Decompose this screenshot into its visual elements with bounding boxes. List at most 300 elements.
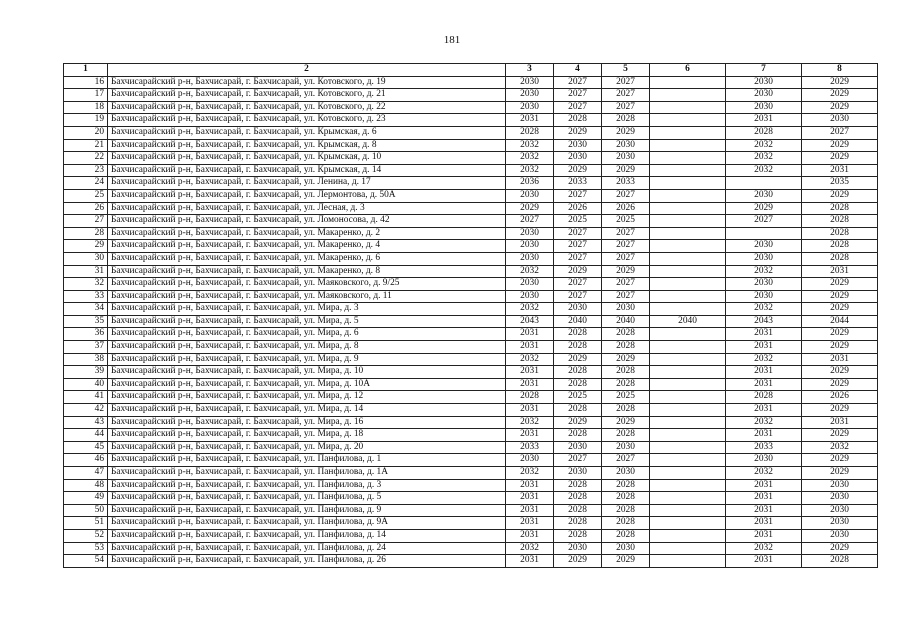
table-row [64, 391, 878, 404]
column-header-7: 7 [726, 64, 802, 77]
year-col-4-cell: 2028 [554, 504, 602, 517]
year-col-8-cell: 2030 [802, 529, 878, 542]
table-row [64, 101, 878, 114]
year-col-6-cell [650, 290, 726, 303]
year-col-7-cell: 2032 [726, 152, 802, 165]
year-col-4-cell: 2029 [554, 555, 602, 568]
row-number-cell: 27 [64, 215, 108, 228]
year-col-8-cell: 2030 [802, 504, 878, 517]
year-col-3-cell: 2032 [506, 303, 554, 316]
year-col-7-cell: 2030 [726, 290, 802, 303]
year-col-3-cell: 2029 [506, 202, 554, 215]
row-number-cell: 47 [64, 467, 108, 480]
year-col-5-cell: 2030 [602, 139, 650, 152]
row-number-cell: 51 [64, 517, 108, 530]
year-col-3-cell: 2032 [506, 353, 554, 366]
year-col-5-cell: 2028 [602, 341, 650, 354]
year-col-6-cell [650, 429, 726, 442]
year-col-6-cell [650, 252, 726, 265]
year-col-7-cell: 2030 [726, 252, 802, 265]
year-col-5-cell: 2028 [602, 504, 650, 517]
address-cell: Бахчисарайский р-н, Бахчисарай, г. Бахчисарай, ул. Крымская, д. 8 [108, 139, 506, 152]
year-col-7-cell: 2031 [726, 492, 802, 505]
row-number-cell: 46 [64, 454, 108, 467]
year-col-3-cell: 2031 [506, 529, 554, 542]
year-col-4-cell: 2027 [554, 290, 602, 303]
year-col-3-cell: 2032 [506, 265, 554, 278]
year-col-8-cell: 2029 [802, 328, 878, 341]
year-col-7-cell: 2032 [726, 303, 802, 316]
table-row [64, 341, 878, 354]
address-cell: Бахчисарайский р-н, Бахчисарай, г. Бахчисарай, ул. Лермонтова, д. 50А [108, 189, 506, 202]
row-number-cell: 54 [64, 555, 108, 568]
year-col-3-cell: 2031 [506, 366, 554, 379]
year-col-3-cell: 2030 [506, 240, 554, 253]
year-col-6-cell [650, 441, 726, 454]
table-row [64, 114, 878, 127]
year-col-8-cell: 2031 [802, 164, 878, 177]
table-row [64, 479, 878, 492]
row-number-cell: 48 [64, 479, 108, 492]
year-col-3-cell: 2031 [506, 517, 554, 530]
year-col-7-cell: 2032 [726, 416, 802, 429]
year-col-3-cell: 2032 [506, 139, 554, 152]
table-row [64, 315, 878, 328]
row-number-cell: 18 [64, 101, 108, 114]
year-col-6-cell [650, 529, 726, 542]
year-col-6-cell: 2040 [650, 315, 726, 328]
year-col-8-cell: 2031 [802, 353, 878, 366]
year-col-7-cell: 2032 [726, 467, 802, 480]
year-col-3-cell: 2031 [506, 479, 554, 492]
year-col-6-cell [650, 265, 726, 278]
address-cell: Бахчисарайский р-н, Бахчисарай, г. Бахчисарай, ул. Мира, д. 14 [108, 404, 506, 417]
year-col-5-cell: 2029 [602, 164, 650, 177]
year-col-4-cell: 2028 [554, 429, 602, 442]
year-col-7-cell: 2031 [726, 114, 802, 127]
year-col-3-cell: 2030 [506, 290, 554, 303]
year-col-7-cell: 2032 [726, 265, 802, 278]
year-col-6-cell [650, 215, 726, 228]
row-number-cell: 53 [64, 542, 108, 555]
table-row [64, 252, 878, 265]
column-header-5: 5 [602, 64, 650, 77]
year-col-4-cell: 2028 [554, 517, 602, 530]
row-number-cell: 21 [64, 139, 108, 152]
year-col-7-cell: 2030 [726, 189, 802, 202]
year-col-7-cell: 2031 [726, 479, 802, 492]
address-cell: Бахчисарайский р-н, Бахчисарай, г. Бахчисарай, ул. Котовского, д. 22 [108, 101, 506, 114]
column-header-6: 6 [650, 64, 726, 77]
column-header-8: 8 [802, 64, 878, 77]
address-cell: Бахчисарайский р-н, Бахчисарай, г. Бахчисарай, ул. Мира, д. 16 [108, 416, 506, 429]
year-col-4-cell: 2027 [554, 76, 602, 89]
year-col-5-cell: 2028 [602, 378, 650, 391]
year-col-3-cell: 2028 [506, 391, 554, 404]
year-col-8-cell: 2028 [802, 215, 878, 228]
year-col-5-cell: 2028 [602, 366, 650, 379]
year-col-6-cell [650, 76, 726, 89]
year-col-4-cell: 2027 [554, 252, 602, 265]
address-cell: Бахчисарайский р-н, Бахчисарай, г. Бахчисарай, ул. Мира, д. 3 [108, 303, 506, 316]
address-cell: Бахчисарайский р-н, Бахчисарай, г. Бахчисарай, ул. Мира, д. 5 [108, 315, 506, 328]
year-col-8-cell: 2030 [802, 479, 878, 492]
year-col-3-cell: 2032 [506, 152, 554, 165]
year-col-7-cell: 2030 [726, 101, 802, 114]
year-col-8-cell: 2029 [802, 278, 878, 291]
year-col-3-cell: 2031 [506, 504, 554, 517]
row-number-cell: 45 [64, 441, 108, 454]
year-col-6-cell [650, 542, 726, 555]
table-row [64, 215, 878, 228]
year-col-8-cell: 2031 [802, 416, 878, 429]
year-col-3-cell: 2030 [506, 89, 554, 102]
address-cell: Бахчисарайский р-н, Бахчисарай, г. Бахчисарай, ул. Маяковского, д. 9/25 [108, 278, 506, 291]
year-col-5-cell: 2030 [602, 303, 650, 316]
address-cell: Бахчисарайский р-н, Бахчисарай, г. Бахчисарай, ул. Мира, д. 8 [108, 341, 506, 354]
year-col-8-cell: 2029 [802, 303, 878, 316]
column-header-2: 2 [108, 64, 506, 77]
year-col-5-cell: 2027 [602, 278, 650, 291]
year-col-7-cell [726, 177, 802, 190]
year-col-7-cell: 2031 [726, 517, 802, 530]
table-row [64, 265, 878, 278]
table-row [64, 454, 878, 467]
year-col-8-cell: 2029 [802, 467, 878, 480]
year-col-6-cell [650, 126, 726, 139]
year-col-5-cell: 2027 [602, 189, 650, 202]
year-col-3-cell: 2030 [506, 101, 554, 114]
year-col-6-cell [650, 492, 726, 505]
table-row [64, 152, 878, 165]
year-col-8-cell: 2027 [802, 126, 878, 139]
year-col-3-cell: 2030 [506, 76, 554, 89]
table-row [64, 139, 878, 152]
year-col-7-cell: 2031 [726, 328, 802, 341]
year-col-7-cell: 2033 [726, 441, 802, 454]
table-row [64, 290, 878, 303]
year-col-3-cell: 2032 [506, 542, 554, 555]
address-cell: Бахчисарайский р-н, Бахчисарай, г. Бахчисарай, ул. Макаренко, д. 4 [108, 240, 506, 253]
address-cell: Бахчисарайский р-н, Бахчисарай, г. Бахчисарай, ул. Крымская, д. 14 [108, 164, 506, 177]
year-col-5-cell: 2030 [602, 467, 650, 480]
table-row [64, 504, 878, 517]
year-col-4-cell: 2028 [554, 378, 602, 391]
address-cell: Бахчисарайский р-н, Бахчисарай, г. Бахчисарай, ул. Маяковского, д. 11 [108, 290, 506, 303]
year-col-5-cell: 2027 [602, 89, 650, 102]
year-col-7-cell: 2032 [726, 353, 802, 366]
column-header-3: 3 [506, 64, 554, 77]
year-col-5-cell: 2030 [602, 441, 650, 454]
year-col-4-cell: 2028 [554, 479, 602, 492]
year-col-5-cell: 2029 [602, 353, 650, 366]
year-col-7-cell: 2030 [726, 89, 802, 102]
year-col-6-cell [650, 366, 726, 379]
year-col-8-cell: 2029 [802, 152, 878, 165]
address-cell: Бахчисарайский р-н, Бахчисарай, г. Бахчисарай, ул. Панфилова, д. 1 [108, 454, 506, 467]
address-cell: Бахчисарайский р-н, Бахчисарай, г. Бахчисарай, ул. Макаренко, д. 2 [108, 227, 506, 240]
year-col-6-cell [650, 240, 726, 253]
address-cell: Бахчисарайский р-н, Бахчисарай, г. Бахчисарай, ул. Ленина, д. 17 [108, 177, 506, 190]
row-number-cell: 22 [64, 152, 108, 165]
year-col-3-cell: 2043 [506, 315, 554, 328]
address-cell: Бахчисарайский р-н, Бахчисарай, г. Бахчисарай, ул. Крымская, д. 6 [108, 126, 506, 139]
table-row [64, 467, 878, 480]
year-col-3-cell: 2036 [506, 177, 554, 190]
year-col-5-cell: 2027 [602, 454, 650, 467]
address-cell: Бахчисарайский р-н, Бахчисарай, г. Бахчисарай, ул. Лесная, д. 3 [108, 202, 506, 215]
year-col-7-cell: 2031 [726, 429, 802, 442]
row-number-cell: 52 [64, 529, 108, 542]
year-col-3-cell: 2032 [506, 467, 554, 480]
year-col-6-cell [650, 139, 726, 152]
table-row [64, 177, 878, 190]
row-number-cell: 41 [64, 391, 108, 404]
row-number-cell: 33 [64, 290, 108, 303]
year-col-7-cell: 2030 [726, 240, 802, 253]
year-col-8-cell: 2029 [802, 101, 878, 114]
year-col-4-cell: 2027 [554, 89, 602, 102]
address-cell: Бахчисарайский р-н, Бахчисарай, г. Бахчисарай, ул. Панфилова, д. 14 [108, 529, 506, 542]
year-col-7-cell: 2031 [726, 504, 802, 517]
year-col-3-cell: 2031 [506, 378, 554, 391]
year-col-3-cell: 2033 [506, 441, 554, 454]
row-number-cell: 42 [64, 404, 108, 417]
year-col-4-cell: 2040 [554, 315, 602, 328]
year-col-6-cell [650, 416, 726, 429]
year-col-5-cell: 2029 [602, 555, 650, 568]
column-header-1: 1 [64, 64, 108, 77]
year-col-8-cell: 2035 [802, 177, 878, 190]
year-col-8-cell: 2028 [802, 240, 878, 253]
year-col-4-cell: 2030 [554, 303, 602, 316]
table-row [64, 529, 878, 542]
year-col-4-cell: 2028 [554, 404, 602, 417]
row-number-cell: 29 [64, 240, 108, 253]
year-col-6-cell [650, 164, 726, 177]
year-col-3-cell: 2031 [506, 114, 554, 127]
year-col-6-cell [650, 303, 726, 316]
row-number-cell: 37 [64, 341, 108, 354]
year-col-6-cell [650, 517, 726, 530]
year-col-4-cell: 2028 [554, 492, 602, 505]
year-col-7-cell: 2028 [726, 126, 802, 139]
year-col-5-cell: 2028 [602, 404, 650, 417]
year-col-8-cell: 2029 [802, 429, 878, 442]
year-col-8-cell: 2028 [802, 555, 878, 568]
address-cell: Бахчисарайский р-н, Бахчисарай, г. Бахчисарай, ул. Крымская, д. 10 [108, 152, 506, 165]
row-number-cell: 39 [64, 366, 108, 379]
year-col-7-cell [726, 227, 802, 240]
address-cell: Бахчисарайский р-н, Бахчисарай, г. Бахчисарай, ул. Панфилова, д. 9А [108, 517, 506, 530]
address-cell: Бахчисарайский р-н, Бахчисарай, г. Бахчисарай, ул. Мира, д. 18 [108, 429, 506, 442]
year-col-6-cell [650, 278, 726, 291]
address-cell: Бахчисарайский р-н, Бахчисарай, г. Бахчисарай, ул. Панфилова, д. 3 [108, 479, 506, 492]
year-col-3-cell: 2031 [506, 404, 554, 417]
year-col-4-cell: 2027 [554, 189, 602, 202]
year-col-7-cell: 2030 [726, 278, 802, 291]
year-col-6-cell [650, 114, 726, 127]
address-cell: Бахчисарайский р-н, Бахчисарай, г. Бахчисарай, ул. Мира, д. 9 [108, 353, 506, 366]
year-col-7-cell: 2029 [726, 202, 802, 215]
year-col-5-cell: 2025 [602, 215, 650, 228]
year-col-8-cell: 2030 [802, 492, 878, 505]
year-col-8-cell: 2029 [802, 76, 878, 89]
address-cell: Бахчисарайский р-н, Бахчисарай, г. Бахчисарай, ул. Мира, д. 10А [108, 378, 506, 391]
table-row [64, 240, 878, 253]
year-col-5-cell: 2025 [602, 391, 650, 404]
address-cell: Бахчисарайский р-н, Бахчисарай, г. Бахчисарай, ул. Котовского, д. 21 [108, 89, 506, 102]
year-col-8-cell: 2032 [802, 441, 878, 454]
row-number-cell: 38 [64, 353, 108, 366]
table-row [64, 189, 878, 202]
table-row [64, 202, 878, 215]
year-col-5-cell: 2028 [602, 492, 650, 505]
row-number-cell: 49 [64, 492, 108, 505]
year-col-8-cell: 2030 [802, 517, 878, 530]
year-col-8-cell: 2030 [802, 114, 878, 127]
row-number-cell: 17 [64, 89, 108, 102]
year-col-5-cell: 2029 [602, 265, 650, 278]
year-col-8-cell: 2029 [802, 341, 878, 354]
year-col-3-cell: 2032 [506, 416, 554, 429]
table-row [64, 328, 878, 341]
year-col-7-cell: 2027 [726, 215, 802, 228]
row-number-cell: 19 [64, 114, 108, 127]
table-row [64, 227, 878, 240]
year-col-4-cell: 2030 [554, 441, 602, 454]
year-col-8-cell: 2029 [802, 139, 878, 152]
row-number-cell: 26 [64, 202, 108, 215]
year-col-5-cell: 2030 [602, 542, 650, 555]
year-col-3-cell: 2027 [506, 215, 554, 228]
year-col-5-cell: 2027 [602, 240, 650, 253]
row-number-cell: 24 [64, 177, 108, 190]
row-number-cell: 36 [64, 328, 108, 341]
year-col-5-cell: 2027 [602, 290, 650, 303]
year-col-4-cell: 2030 [554, 139, 602, 152]
row-number-cell: 43 [64, 416, 108, 429]
row-number-cell: 28 [64, 227, 108, 240]
year-col-3-cell: 2030 [506, 252, 554, 265]
year-col-7-cell: 2031 [726, 555, 802, 568]
year-col-5-cell: 2028 [602, 517, 650, 530]
year-col-3-cell: 2031 [506, 328, 554, 341]
year-col-6-cell [650, 101, 726, 114]
year-col-6-cell [650, 89, 726, 102]
address-cell: Бахчисарайский р-н, Бахчисарай, г. Бахчисарай, ул. Панфилова, д. 5 [108, 492, 506, 505]
year-col-6-cell [650, 378, 726, 391]
row-number-cell: 20 [64, 126, 108, 139]
table-header [64, 64, 878, 77]
year-col-8-cell: 2028 [802, 227, 878, 240]
table-row [64, 164, 878, 177]
row-number-cell: 30 [64, 252, 108, 265]
year-col-4-cell: 2026 [554, 202, 602, 215]
year-col-6-cell [650, 189, 726, 202]
year-col-8-cell: 2029 [802, 404, 878, 417]
year-col-3-cell: 2031 [506, 429, 554, 442]
year-col-6-cell [650, 504, 726, 517]
year-col-8-cell: 2029 [802, 366, 878, 379]
year-col-6-cell [650, 391, 726, 404]
year-col-5-cell: 2040 [602, 315, 650, 328]
year-col-6-cell [650, 404, 726, 417]
year-col-6-cell [650, 202, 726, 215]
year-col-4-cell: 2027 [554, 227, 602, 240]
address-cell: Бахчисарайский р-н, Бахчисарай, г. Бахчисарай, ул. Панфилова, д. 9 [108, 504, 506, 517]
year-col-7-cell: 2030 [726, 76, 802, 89]
year-col-8-cell: 2029 [802, 542, 878, 555]
year-col-3-cell: 2030 [506, 189, 554, 202]
year-col-4-cell: 2028 [554, 114, 602, 127]
year-col-6-cell [650, 454, 726, 467]
year-col-7-cell: 2030 [726, 454, 802, 467]
year-col-5-cell: 2027 [602, 252, 650, 265]
year-col-5-cell: 2026 [602, 202, 650, 215]
table-row [64, 378, 878, 391]
page-number: 181 [443, 34, 461, 46]
year-col-6-cell [650, 177, 726, 190]
year-col-4-cell: 2027 [554, 454, 602, 467]
year-col-5-cell: 2029 [602, 416, 650, 429]
year-col-3-cell: 2031 [506, 492, 554, 505]
year-col-8-cell: 2044 [802, 315, 878, 328]
year-col-4-cell: 2025 [554, 391, 602, 404]
year-col-6-cell [650, 227, 726, 240]
year-col-4-cell: 2027 [554, 278, 602, 291]
address-cell: Бахчисарайский р-н, Бахчисарай, г. Бахчисарай, ул. Панфилова, д. 1А [108, 467, 506, 480]
year-col-8-cell: 2028 [802, 252, 878, 265]
table-row [64, 366, 878, 379]
header-row [64, 64, 878, 77]
year-col-5-cell: 2028 [602, 328, 650, 341]
row-number-cell: 50 [64, 504, 108, 517]
table-row [64, 441, 878, 454]
year-col-8-cell: 2029 [802, 454, 878, 467]
table-body [64, 76, 878, 567]
address-cell: Бахчисарайский р-н, Бахчисарай, г. Бахчисарай, ул. Макаренко, д. 6 [108, 252, 506, 265]
year-col-4-cell: 2025 [554, 215, 602, 228]
table-row [64, 126, 878, 139]
schedule-table [63, 63, 878, 568]
year-col-4-cell: 2027 [554, 240, 602, 253]
year-col-5-cell: 2027 [602, 76, 650, 89]
row-number-cell: 35 [64, 315, 108, 328]
year-col-5-cell: 2030 [602, 152, 650, 165]
address-cell: Бахчисарайский р-н, Бахчисарай, г. Бахчисарай, ул. Мира, д. 12 [108, 391, 506, 404]
year-col-8-cell: 2029 [802, 89, 878, 102]
year-col-8-cell: 2026 [802, 391, 878, 404]
address-cell: Бахчисарайский р-н, Бахчисарай, г. Бахчисарай, ул. Панфилова, д. 26 [108, 555, 506, 568]
year-col-6-cell [650, 479, 726, 492]
address-cell: Бахчисарайский р-н, Бахчисарай, г. Бахчисарай, ул. Котовского, д. 23 [108, 114, 506, 127]
year-col-3-cell: 2031 [506, 341, 554, 354]
year-col-3-cell: 2028 [506, 126, 554, 139]
row-number-cell: 25 [64, 189, 108, 202]
year-col-6-cell [650, 328, 726, 341]
year-col-4-cell: 2029 [554, 164, 602, 177]
year-col-6-cell [650, 152, 726, 165]
year-col-4-cell: 2029 [554, 265, 602, 278]
table-row [64, 416, 878, 429]
address-cell: Бахчисарайский р-н, Бахчисарай, г. Бахчисарай, ул. Макаренко, д. 8 [108, 265, 506, 278]
year-col-6-cell [650, 467, 726, 480]
year-col-8-cell: 2029 [802, 189, 878, 202]
year-col-6-cell [650, 555, 726, 568]
year-col-7-cell: 2031 [726, 341, 802, 354]
year-col-4-cell: 2030 [554, 152, 602, 165]
